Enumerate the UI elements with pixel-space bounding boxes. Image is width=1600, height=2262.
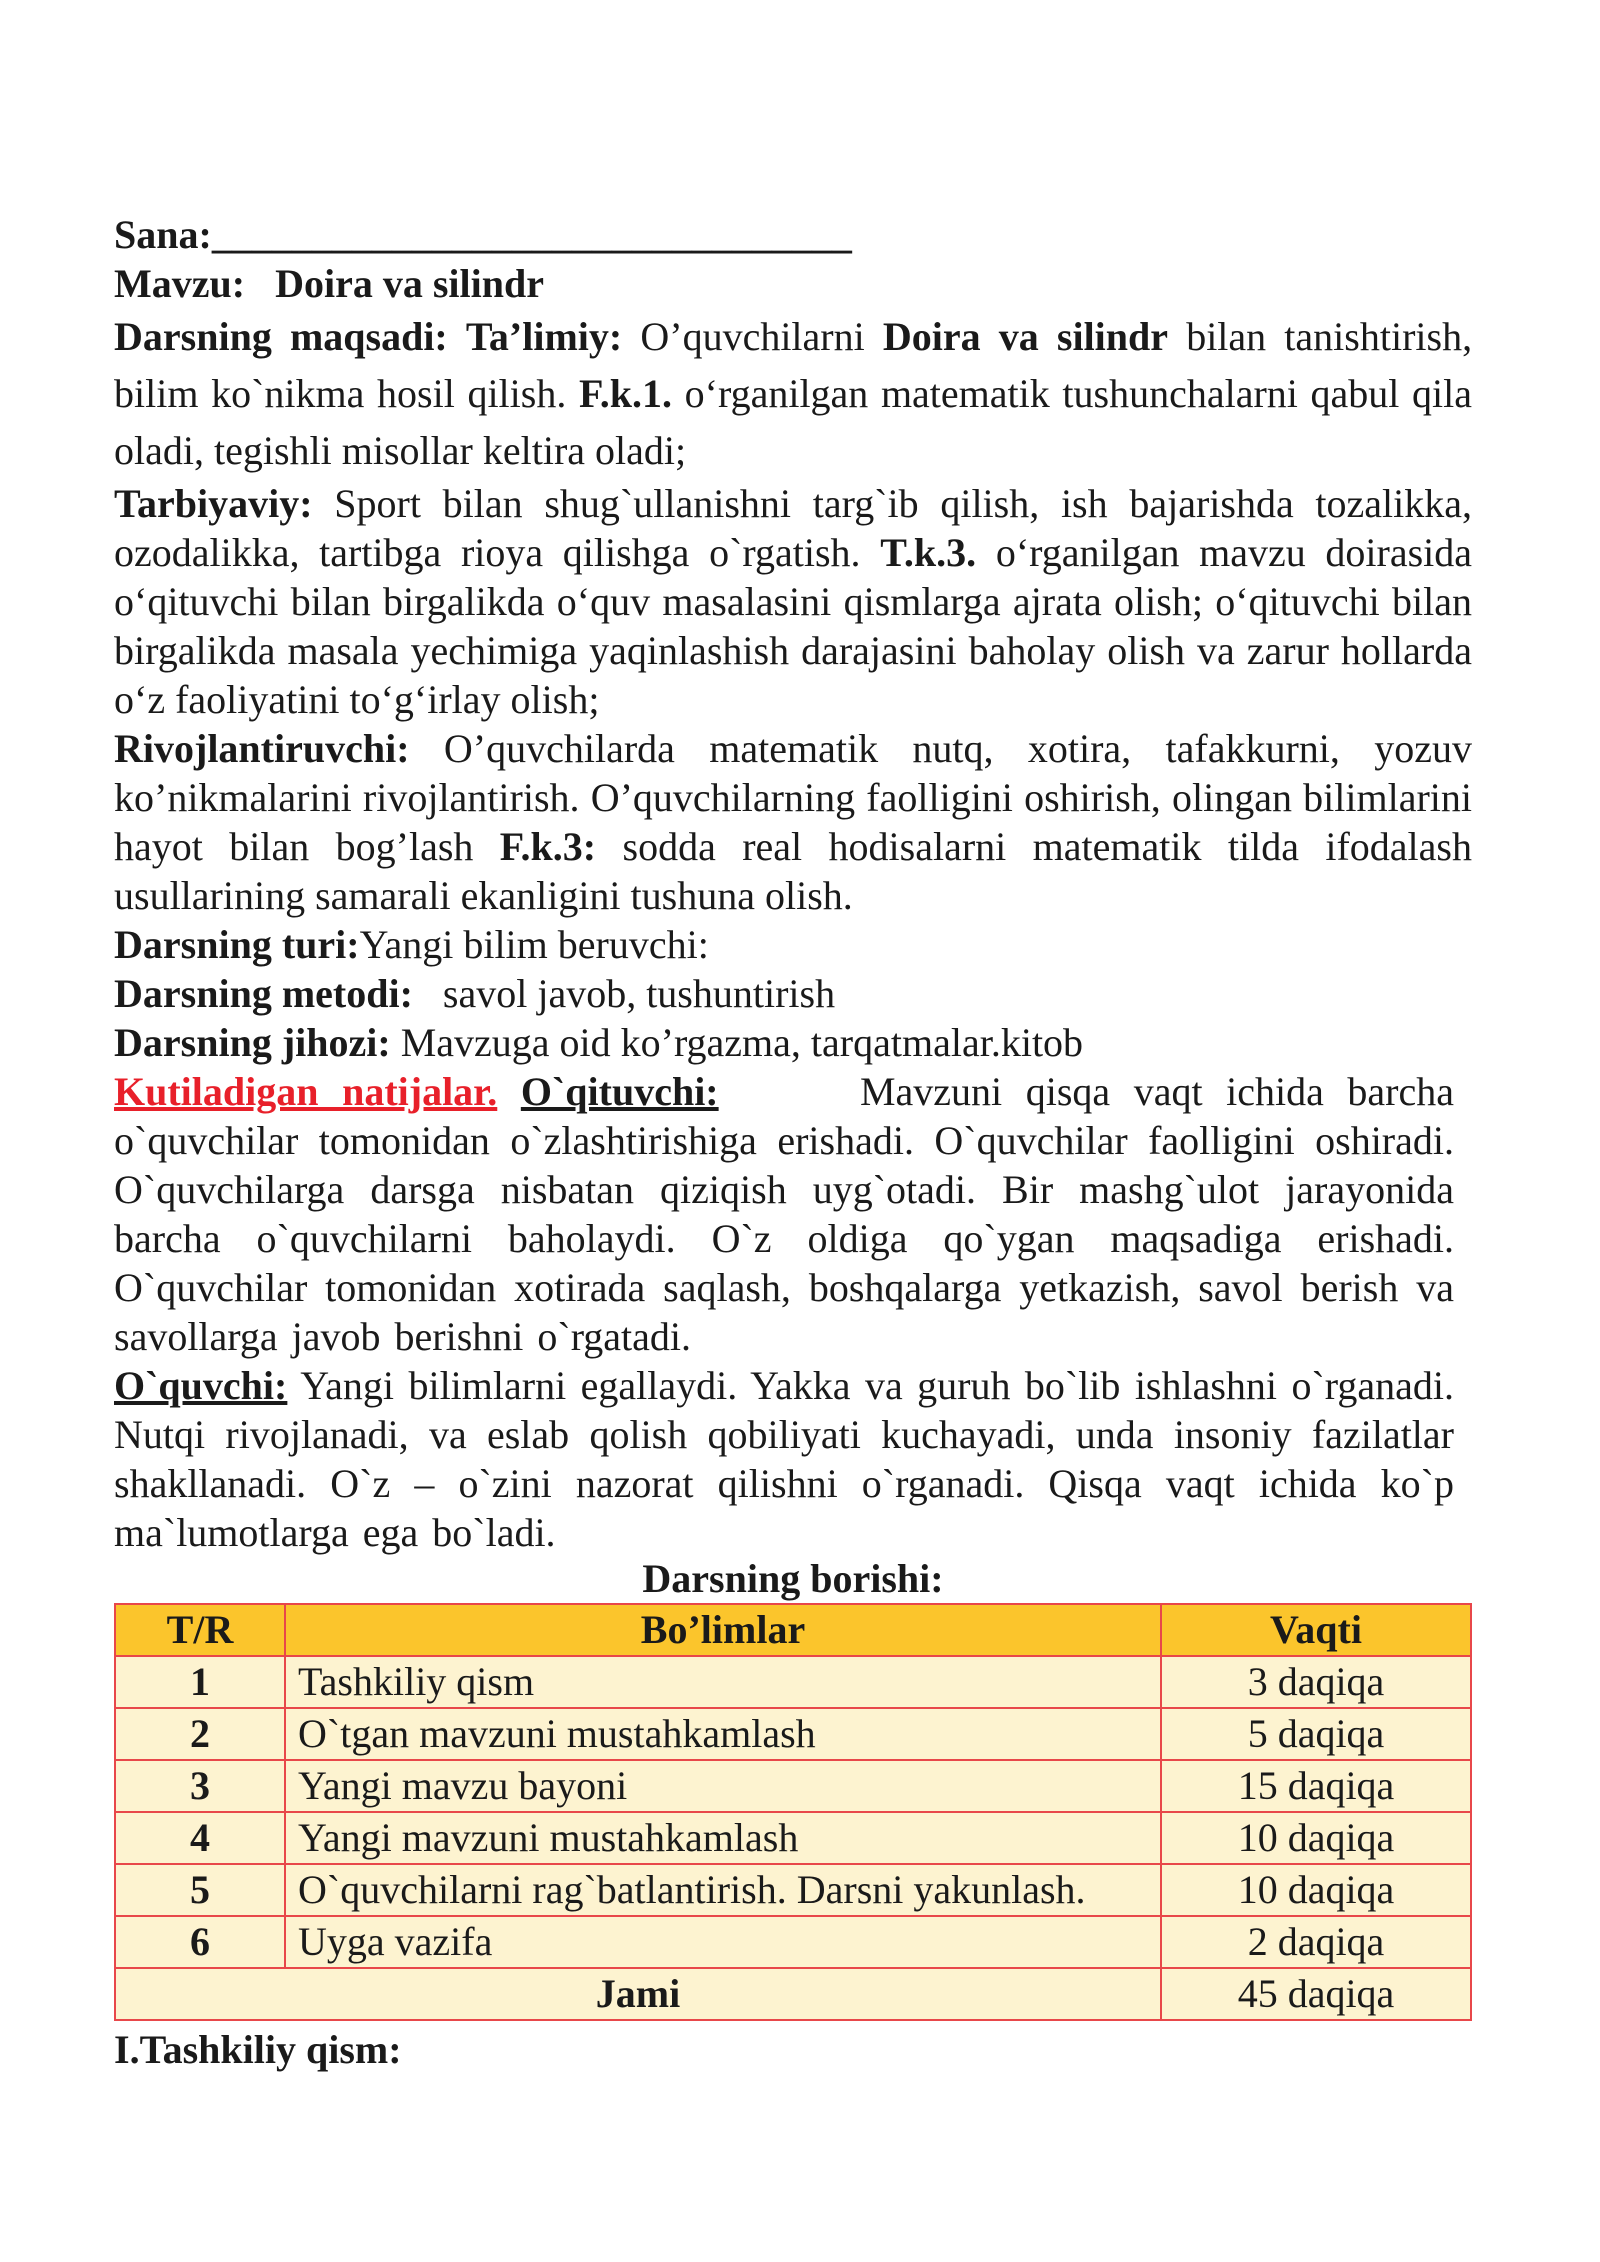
section-heading: I.Tashkiliy qism: [114,2027,402,2072]
fk3-label: F.k.3: [499,824,597,869]
table-row [115,1656,1471,1708]
row-number: 2 [115,1708,285,1760]
row-time: 10 daqiqa [1161,1812,1471,1864]
row-number: 1 [115,1656,285,1708]
table-header-vaqti: Vaqti [1161,1604,1471,1656]
row-number: 3 [115,1760,285,1812]
document-page [114,210,1472,2074]
tarbiyaviy-text1: Sport bilan shug`ullanishni targ`ib qilish, ish bajarishda tozalikka, ozodalikka, tartibga rioya qilishga o`rgatish. [114,481,1473,575]
maqsad-text2: bilan tanishtirish, bilim ko`nikma hosil qilish. [114,314,1473,416]
fk1-label: F.k.1. [579,371,673,416]
metodi-value: savol javob, tushuntirish [442,971,836,1016]
oqituvchi-label: O`qituvchi: [520,1069,719,1114]
natijalar-label: Kutiladigan natijalar. [114,1069,498,1114]
maqsad-bold1: Doira va silindr [882,314,1169,359]
natijalar-paragraph [114,1067,1454,1361]
table-header-tr: T/R [115,1604,285,1656]
oquvchi-text: Yangi bilimlarni egallaydi. Yakka va guruh bo`lib ishlashni o`rganadi. Nutqi rivojlanadi, va eslab qolish qobiliyati kuchayadi, unda insoniy fazilatlar shakllanadi. O`z – o`zini nazorat qilishni o`rganadi. Qisqa vaqt ichida ko`p ma`lumotlarga ega bo`ladi. [114,1363,1455,1555]
oqituvchi-text: Mavzuni qisqa vaqt ichida barcha o`quvchilar tomonidan o`zlashtirishiga erishadi. O`quvchilar faolligini oshiradi. O`quvchilarga darsga nisbatan qiziqish uyg`otadi. Bir mashg`ulot jarayonida barcha o`quvchilarni baholaydi. O`z oldiga qo`ygan maqsadiga erishadi. O`quvchilar tomonidan xotirada saqlash, boshqalarga yetkazish, savol berish va savollarga javob berishni o`rgatadi. [114,1069,1454,1359]
metodi-line [114,969,1472,1018]
rivojlantiruvchi-text1: O’quvchilarda matematik nutq, xotira, tafakkurni, yozuv ko’nikmalarini rivojlantirish. O’quvchilarning faolligini oshirish, olingan bilimlarini hayot bilan bog’lash [114,726,1472,869]
turi-label: Darsning turi: [114,922,360,967]
row-section: Tashkiliy qism [285,1656,1161,1708]
borishi-title: Darsning borishi: [642,1556,944,1601]
tarbiyaviy-text2: o‘rganilgan mavzu doirasida o‘qituvchi bilan birgalikda o‘quv masalasini qismlarga ajrata olish; o‘qituvchi bilan birgalikda masala yechimiga yaqinlashish darajasini baholay olish va zarur hollarda o‘z faoliyatini to‘g‘irlay olish; [114,530,1473,722]
row-section: Yangi mavzuni mustahkamlash [285,1812,1161,1864]
table-row [115,1864,1471,1916]
jihozi-line [114,1018,1472,1067]
table-row [115,1812,1471,1864]
talimiy-label: Ta’limiy: [465,314,623,359]
oquvchi-paragraph [114,1361,1454,1557]
rivojlantiruvchi-text2: sodda real hodisalarni matematik tilda ifodalash usullarining samarali ekanligini tushuna olish. [114,824,1472,918]
row-section: O`tgan mavzuni mustahkamlash [285,1708,1161,1760]
total-value: 45 daqiqa [1161,1968,1471,2020]
maqsad-text3: o‘rganilgan matematik tushunchalarni qabul qila oladi, tegishli misollar keltira oladi; [114,371,1473,473]
sana-line [114,210,1472,259]
table-row [115,1760,1471,1812]
oquvchi-label: O`quvchi: [114,1363,288,1408]
table-row [115,1708,1471,1760]
maqsad-paragraph [114,308,1472,479]
table-header-bolimlar: Bo’limlar [285,1604,1161,1656]
row-time: 15 daqiqa [1161,1760,1471,1812]
sana-blank: ________________________________ [211,212,852,257]
table-row [115,1916,1471,1968]
rivojlantiruvchi-label: Rivojlantiruvchi: [114,726,410,771]
jihozi-label: Darsning jihozi: [114,1020,391,1065]
metodi-label: Darsning metodi: [114,971,413,1016]
table-total-row [115,1968,1471,2020]
tarbiyaviy-label: Tarbiyaviy: [114,481,313,526]
maqsad-label: Darsning maqsadi: [114,314,448,359]
tarbiyaviy-paragraph [114,479,1472,724]
turi-line [114,920,1472,969]
total-label: Jami [115,1968,1161,2020]
row-number: 4 [115,1812,285,1864]
row-time: 3 daqiqa [1161,1656,1471,1708]
row-time: 2 daqiqa [1161,1916,1471,1968]
sana-label: Sana: [114,212,212,257]
row-section: Uyga vazifa [285,1916,1161,1968]
row-number: 6 [115,1916,285,1968]
jihozi-value: Mavzuga oid ko’rgazma, tarqatmalar.kitob [400,1020,1084,1065]
mavzu-label: Mavzu: [114,261,246,306]
row-time: 10 daqiqa [1161,1864,1471,1916]
mavzu-line [114,259,1472,308]
lesson-plan-table [114,1603,1472,2021]
table-header-row [115,1604,1471,1656]
turi-value: Yangi bilim beruvchi: [359,922,709,967]
row-section: Yangi mavzu bayoni [285,1760,1161,1812]
row-section: O`quvchilarni rag`batlantirish. Darsni yakunlash. [285,1864,1161,1916]
row-time: 5 daqiqa [1161,1708,1471,1760]
maqsad-text1: O’quvchilarni [640,314,865,359]
rivojlantiruvchi-paragraph [114,724,1472,920]
tk3-label: T.k.3. [880,530,977,575]
row-number: 5 [115,1864,285,1916]
mavzu-value: Doira va silindr [275,261,544,306]
